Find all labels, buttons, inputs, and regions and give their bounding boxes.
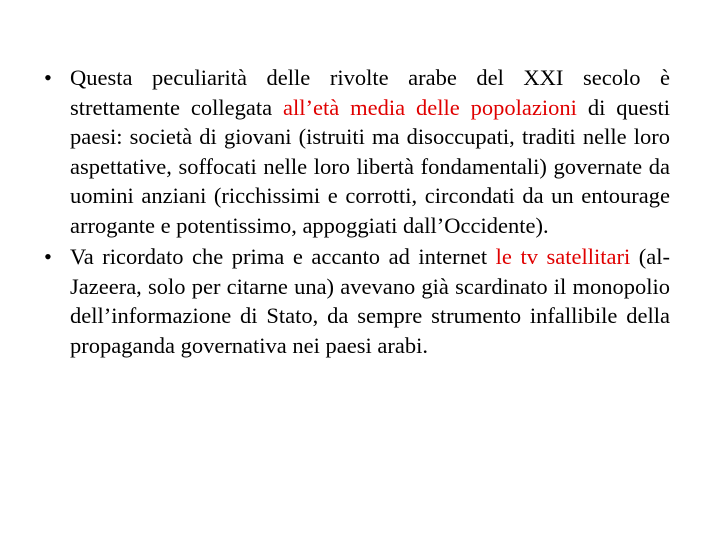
bullet-1-highlight: all’età media delle popolazioni	[283, 94, 577, 120]
bullet-icon: •	[44, 65, 52, 90]
bullet-2-text: Va ricordato che prima e accanto ad internet	[70, 244, 496, 269]
bullet-list	[44, 63, 670, 362]
bullet-icon: •	[44, 244, 52, 269]
bullet-item-1	[44, 63, 670, 240]
bullet-1-text-rest: di questi paesi: società di giovani (istruiti ma disoccupati, traditi nelle loro aspettative, soffocati nelle loro libertà fondamentali) governate da uomini anziani (ricchissimi e corrotti, circondati da un entourage arrogante e potentissimo, appoggiati dall’Occidente).	[70, 94, 670, 238]
bullet-2-text-rest: (al-Jazeera, solo per citarne una) avevano già scardinato il monopolio dell’informazione di Stato, da sempre strumento infallibile della propaganda governativa nei paesi arabi.	[70, 244, 670, 358]
bullet-item-2	[44, 242, 670, 360]
bullet-1-text: Questa peculiarità delle rivolte arabe del XXI secolo è strettamente collegata	[70, 65, 670, 120]
bullet-2-highlight: le tv satellitari	[495, 244, 631, 269]
